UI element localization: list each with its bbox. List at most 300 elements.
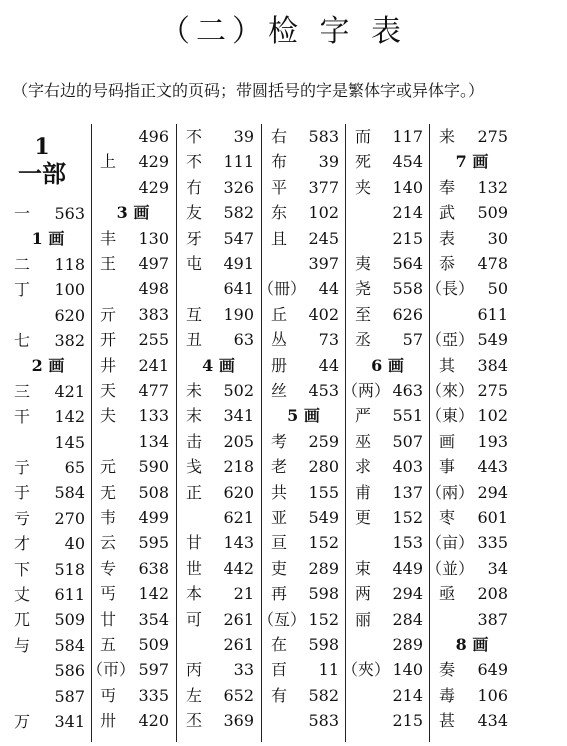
entry-character: 兀	[13, 610, 30, 630]
entry-page-number: 100	[54, 280, 85, 300]
index-entry	[264, 327, 343, 352]
entry-page-number: 429	[138, 152, 169, 172]
entry-page-number: 132	[477, 177, 508, 197]
index-entry	[348, 226, 427, 251]
index-entry	[93, 149, 173, 174]
entry-page-number: 40	[64, 534, 85, 554]
index-entry	[7, 633, 89, 658]
entry-character: 韦	[99, 508, 116, 527]
entry-character: 再	[270, 584, 287, 604]
index-entry	[179, 200, 258, 225]
entry-character: 亚	[270, 508, 287, 527]
entry-page-number: 498	[138, 279, 169, 299]
index-entry	[93, 556, 173, 581]
entry-character: 左	[185, 685, 202, 705]
entry-page-number: 369	[223, 711, 254, 731]
entry-character: 表	[438, 228, 455, 248]
index-entry	[348, 581, 427, 606]
index-entry	[93, 581, 173, 606]
entry-page-number: 73	[318, 330, 339, 350]
index-entry	[264, 429, 343, 454]
entry-character: 奉	[438, 177, 455, 197]
index-entry	[7, 531, 89, 556]
entry-character: （夾）	[342, 660, 391, 680]
index-entry	[432, 581, 512, 606]
entry-character: 尧	[354, 279, 371, 299]
index-entry	[7, 252, 89, 277]
index-entry	[258, 607, 343, 632]
entry-character: 可	[185, 609, 202, 629]
entry-page-number: 270	[54, 508, 85, 528]
index-entry	[93, 353, 173, 378]
entry-page-number: 564	[392, 254, 423, 273]
entry-page-number: 341	[54, 712, 85, 731]
entry-page-number: 137	[392, 482, 423, 502]
entry-page-number: 387	[477, 609, 508, 629]
entry-page-number: 563	[54, 204, 85, 223]
index-entry	[179, 378, 258, 403]
entry-character: 百	[270, 660, 287, 680]
entry-character: （帀）	[87, 660, 136, 680]
entry-character: 两	[354, 584, 371, 604]
index-entry	[426, 378, 512, 403]
entry-character: 严	[354, 406, 371, 426]
entry-character: 下	[13, 559, 30, 579]
entry-character: 一	[13, 204, 30, 223]
index-entry	[7, 557, 89, 582]
stroke-count-header	[264, 403, 343, 428]
index-entry	[179, 429, 258, 454]
index-entry	[7, 684, 89, 709]
entry-page-number: 502	[223, 381, 254, 400]
index-entry	[348, 480, 427, 505]
entry-page-number: 491	[223, 254, 254, 273]
entry-character: 巫	[354, 431, 371, 451]
entry-character: 丑	[185, 330, 202, 350]
index-entry	[179, 403, 258, 428]
entry-page-number: 478	[477, 254, 508, 273]
index-entry	[348, 149, 427, 174]
entry-page-number: 641	[223, 279, 254, 299]
entry-page-number: 205	[223, 431, 254, 451]
index-entry	[179, 607, 258, 632]
index-entry	[432, 683, 512, 708]
index-entry	[348, 632, 427, 657]
index-entry	[179, 124, 258, 149]
entry-page-number: 621	[223, 508, 254, 527]
index-entry	[348, 327, 427, 352]
stroke-count-header	[432, 149, 512, 174]
index-entry	[93, 378, 173, 403]
entry-page-number: 275	[477, 381, 508, 400]
entry-character: 死	[354, 152, 371, 172]
index-column	[87, 124, 173, 742]
entry-page-number: 384	[477, 355, 508, 375]
stroke-count-header	[7, 226, 89, 251]
stroke-count-label: 2 画	[31, 356, 65, 376]
entry-page-number: 620	[223, 482, 254, 502]
entry-character: （東）	[426, 406, 475, 426]
index-entry	[179, 276, 258, 301]
entry-character: 忝	[438, 254, 455, 273]
index-entry	[93, 480, 173, 505]
index-entry	[7, 607, 89, 632]
entry-page-number: 152	[308, 533, 339, 553]
entry-page-number: 354	[138, 609, 169, 629]
entry-character: 无	[99, 482, 116, 502]
entry-character: 束	[354, 558, 371, 578]
stroke-count-label: 6 画	[371, 355, 404, 375]
entry-page-number: 208	[477, 584, 508, 604]
column-divider	[91, 124, 92, 742]
index-entry	[179, 657, 258, 682]
stroke-count-header	[348, 353, 427, 378]
index-entry	[432, 353, 512, 378]
entry-character: 毒	[438, 685, 455, 705]
entry-page-number: 499	[138, 508, 169, 527]
index-entry	[348, 607, 427, 632]
entry-page-number: 133	[138, 406, 169, 426]
entry-character: 上	[99, 152, 116, 172]
entry-page-number: 140	[392, 660, 423, 680]
entry-page-number: 63	[233, 330, 254, 350]
entry-character: 云	[99, 533, 116, 553]
entry-character: 夹	[354, 177, 371, 197]
index-entry	[179, 327, 258, 352]
entry-character: 屯	[185, 254, 202, 273]
entry-character: 互	[185, 304, 202, 324]
entry-page-number: 145	[54, 432, 85, 452]
entry-page-number: 33	[233, 660, 254, 680]
entry-character: 亓	[99, 304, 116, 324]
index-note: （字右边的号码指正文的页码；带圆括号的字是繁体字或异体字。）	[12, 81, 485, 100]
entry-page-number: 143	[223, 533, 254, 553]
index-entry	[179, 530, 258, 555]
index-entry	[426, 276, 512, 301]
entry-page-number: 508	[138, 482, 169, 502]
entry-character: 有	[270, 685, 287, 705]
entry-page-number: 443	[477, 457, 508, 477]
entry-page-number: 507	[392, 431, 423, 451]
entry-page-number: 649	[477, 660, 508, 680]
index-entry	[348, 302, 427, 327]
entry-page-number: 130	[138, 228, 169, 248]
index-entry	[426, 556, 512, 581]
index-entry	[93, 124, 173, 149]
entry-character: 平	[270, 177, 287, 197]
entry-character: 击	[185, 431, 202, 451]
entry-character: 亘	[270, 533, 287, 553]
index-entry	[264, 226, 343, 251]
entry-page-number: 215	[392, 228, 423, 248]
entry-page-number: 547	[223, 228, 254, 248]
index-entry	[179, 454, 258, 479]
entry-character: 本	[185, 584, 202, 604]
entry-page-number: 102	[477, 406, 508, 426]
entry-character: 亍	[13, 458, 30, 477]
entry-character: 丕	[185, 711, 202, 731]
entry-page-number: 39	[318, 152, 339, 172]
entry-character: （亙）	[258, 609, 307, 629]
index-entry	[179, 632, 258, 657]
index-entry	[93, 505, 173, 530]
index-entry	[264, 708, 343, 733]
entry-page-number: 383	[138, 304, 169, 324]
index-entry	[264, 149, 343, 174]
index-entry	[179, 505, 258, 530]
entry-page-number: 335	[138, 685, 169, 705]
column-divider	[261, 124, 262, 742]
entry-character: 丝	[270, 381, 287, 400]
entry-character: 在	[270, 635, 287, 654]
entry-page-number: 57	[402, 330, 423, 350]
entry-character: 丐	[99, 584, 116, 604]
index-entry	[179, 149, 258, 174]
entry-character: 枣	[438, 508, 455, 527]
index-entry	[426, 530, 512, 555]
entry-page-number: 626	[392, 304, 423, 324]
entry-character: 至	[354, 304, 371, 324]
entry-page-number: 582	[223, 203, 254, 223]
index-entry	[179, 226, 258, 251]
entry-page-number: 397	[308, 254, 339, 273]
entry-page-number: 294	[477, 482, 508, 502]
index-entry	[432, 607, 512, 632]
entry-character: 丽	[354, 609, 371, 629]
index-entry	[264, 378, 343, 403]
entry-page-number: 21	[233, 584, 254, 604]
index-entry	[264, 251, 343, 276]
entry-character: 二	[13, 254, 30, 274]
entry-page-number: 509	[138, 635, 169, 654]
entry-character: 丙	[185, 660, 202, 680]
entry-character: 五	[99, 635, 116, 654]
entry-page-number: 142	[138, 584, 169, 604]
entry-character: 冇	[185, 177, 202, 197]
entry-character: 廿	[99, 609, 116, 629]
radical-name: 一部	[18, 159, 66, 188]
entry-page-number: 377	[308, 177, 339, 197]
index-entry	[264, 632, 343, 657]
entry-character: （兩）	[426, 482, 475, 502]
entry-page-number: 558	[392, 279, 423, 299]
index-entry	[93, 276, 173, 301]
index-entry	[7, 582, 89, 607]
entry-page-number: 620	[54, 305, 85, 325]
index-column	[179, 124, 258, 742]
entry-character: 右	[270, 127, 287, 146]
index-entry	[264, 200, 343, 225]
index-entry	[93, 226, 173, 251]
entry-page-number: 30	[487, 228, 508, 248]
entry-page-number: 106	[477, 685, 508, 705]
entry-character: 不	[185, 152, 202, 172]
index-column	[7, 124, 89, 742]
entry-page-number: 152	[392, 508, 423, 527]
entry-page-number: 261	[223, 609, 254, 629]
entry-page-number: 341	[223, 406, 254, 426]
index-entry	[7, 404, 89, 429]
entry-page-number: 518	[54, 559, 85, 579]
entry-character: 友	[185, 203, 202, 223]
index-entry	[264, 505, 343, 530]
entry-character: 末	[185, 406, 202, 426]
index-entry	[93, 530, 173, 555]
entry-character: 且	[270, 228, 287, 248]
entry-character: 卅	[99, 711, 116, 731]
entry-character: 甘	[185, 533, 202, 553]
entry-character: （並）	[426, 558, 475, 578]
entry-page-number: 421	[54, 381, 85, 401]
index-entry	[7, 328, 89, 353]
entry-page-number: 44	[318, 279, 339, 299]
entry-character: 其	[438, 355, 455, 375]
entry-character: 不	[185, 127, 202, 146]
index-entry	[432, 175, 512, 200]
index-entry	[264, 480, 343, 505]
index-entry	[93, 175, 173, 200]
index-entry	[7, 658, 89, 683]
stroke-count-header	[179, 353, 258, 378]
entry-character: 甚	[438, 711, 455, 731]
index-entry	[348, 708, 427, 733]
index-entry	[432, 226, 512, 251]
entry-page-number: 497	[138, 254, 169, 273]
entry-page-number: 549	[308, 508, 339, 527]
entry-character: 夫	[99, 406, 116, 426]
entry-character: （長）	[426, 279, 475, 299]
entry-page-number: 102	[308, 203, 339, 223]
entry-page-number: 255	[138, 330, 169, 350]
index-entry	[93, 683, 173, 708]
entry-character: 于	[13, 483, 30, 503]
entry-character: （两）	[342, 381, 391, 400]
stroke-count-label: 8 画	[455, 635, 489, 654]
entry-page-number: 584	[54, 483, 85, 503]
page-title: （二）检 字 表	[159, 14, 408, 49]
index-entry	[258, 276, 343, 301]
stroke-count-label: 1 画	[31, 229, 65, 249]
index-entry	[348, 403, 427, 428]
entry-character: 戋	[185, 457, 202, 477]
entry-page-number: 289	[392, 635, 423, 654]
index-entry	[7, 480, 89, 505]
entry-page-number: 509	[477, 203, 508, 223]
index-entry	[426, 403, 512, 428]
index-entry	[264, 556, 343, 581]
entry-character: 事	[438, 457, 455, 477]
entry-page-number: 586	[54, 661, 85, 681]
entry-character: 画	[438, 431, 455, 451]
entry-character: 七	[13, 331, 30, 350]
entry-page-number: 496	[138, 127, 169, 146]
stroke-count-header	[7, 353, 89, 378]
entry-character: 牙	[185, 228, 202, 248]
entry-character: 王	[99, 254, 116, 273]
entry-page-number: 582	[308, 685, 339, 705]
entry-character: 丛	[270, 330, 287, 350]
radical-number: 1	[34, 134, 50, 160]
index-entry	[432, 124, 512, 149]
column-divider	[176, 124, 177, 742]
index-entry	[93, 708, 173, 733]
entry-character: 东	[270, 203, 287, 223]
entry-page-number: 241	[138, 355, 169, 375]
entry-character: 专	[99, 558, 116, 578]
entry-character: 册	[270, 355, 287, 375]
entry-page-number: 294	[392, 584, 423, 604]
entry-page-number: 434	[477, 711, 508, 731]
entry-character: （冊）	[258, 279, 307, 299]
entry-character: （亞）	[426, 330, 475, 350]
index-entry	[7, 277, 89, 302]
entry-page-number: 549	[477, 330, 508, 350]
entry-page-number: 326	[223, 177, 254, 197]
index-entry	[264, 683, 343, 708]
entry-page-number: 403	[392, 457, 423, 477]
entry-page-number: 583	[308, 127, 339, 146]
entry-character: 未	[185, 381, 202, 400]
index-entry	[7, 303, 89, 328]
entry-page-number: 214	[392, 203, 423, 223]
entry-page-number: 117	[392, 127, 423, 146]
index-column	[426, 124, 512, 742]
entry-page-number: 215	[392, 711, 423, 731]
entry-character: 与	[13, 635, 30, 655]
entry-character: 求	[354, 457, 371, 477]
entry-character: 丰	[99, 228, 116, 248]
index-entry	[179, 556, 258, 581]
entry-character: 考	[270, 431, 287, 451]
index-entry	[7, 455, 89, 480]
index-entry	[179, 251, 258, 276]
entry-character: 亟	[438, 584, 455, 604]
entry-character: 万	[13, 712, 30, 731]
entry-page-number: 598	[308, 584, 339, 604]
entry-page-number: 402	[308, 304, 339, 324]
entry-page-number: 335	[477, 533, 508, 553]
index-entry	[426, 327, 512, 352]
index-entry	[264, 454, 343, 479]
index-entry	[7, 709, 89, 734]
index-entry	[93, 302, 173, 327]
index-entry	[348, 556, 427, 581]
entry-character: 元	[99, 457, 116, 477]
entry-page-number: 601	[477, 508, 508, 527]
stroke-count-label: 3 画	[116, 203, 150, 223]
index-entry	[348, 454, 427, 479]
entry-page-number: 595	[138, 533, 169, 553]
entry-character: 才	[13, 534, 30, 554]
index-entry	[264, 657, 343, 682]
entry-character: 奏	[438, 660, 455, 680]
entry-page-number: 463	[392, 381, 423, 400]
entry-character: 布	[270, 152, 287, 172]
index-entry	[348, 124, 427, 149]
entry-character: 更	[354, 508, 371, 527]
entry-character: 正	[185, 482, 202, 502]
index-entry	[7, 506, 89, 531]
column-divider	[429, 124, 430, 742]
index-entry	[432, 708, 512, 733]
index-column	[342, 124, 427, 742]
entry-character: 天	[99, 381, 116, 400]
index-entry	[179, 175, 258, 200]
stroke-count-label: 5 画	[287, 406, 320, 426]
entry-page-number: 11	[318, 660, 339, 680]
entry-page-number: 449	[392, 558, 423, 578]
stroke-count-header	[432, 632, 512, 657]
